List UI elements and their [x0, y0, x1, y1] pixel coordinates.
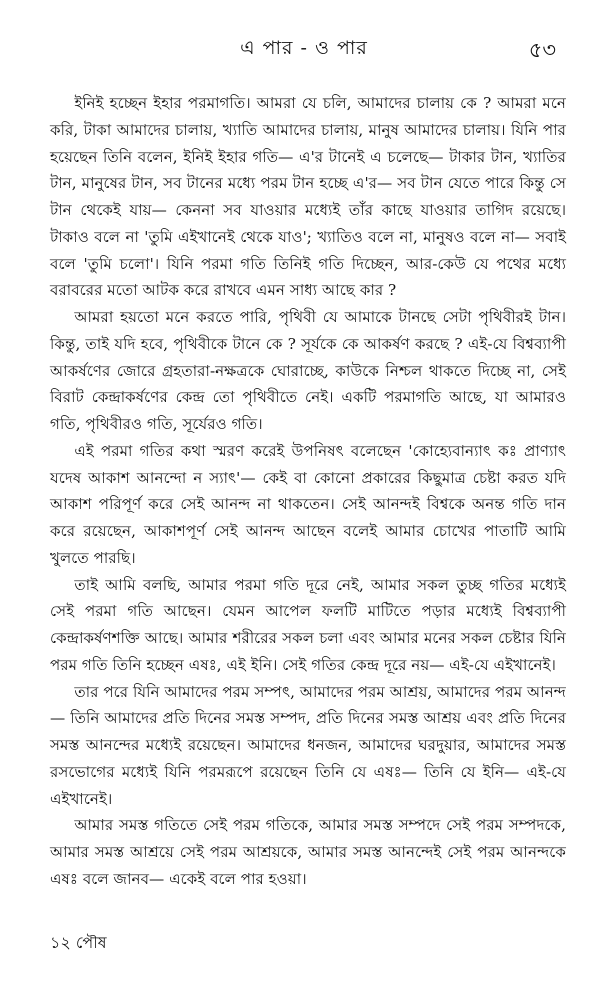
page-number: ৫৩ [528, 38, 556, 62]
body-text [50, 90, 566, 893]
page-header [52, 34, 556, 62]
paragraph-1: ইনিই হচ্ছেন ইহার পরমাগতি। আমরা যে চলি, আমাদের চালায় কে ? আমরা মনে করি, টাকা আমাদের চালায়, খ্যাতি আমাদের চালায়, মানুষ আমাদের চালায়। যিনি পার হয়েছেন তিনি বলেন, ইনিই ইহার গতি— এ'র টানেই এ চলেছে— টাকার টান, খ্যাতির টান, মানুষের টান, সব টানের মধ্যে পরম টান হচ্ছে এ'র— সব টান যেতে পারে কিন্তু সে টান থেকেই যায়— কেননা সব যাওয়ার মধ্যেই তাঁর কাছে যাওয়ার তাগিদ রয়েছে। টাকাও বলে না 'তুমি এইখানেই থেকে যাও'; খ্যাতিও বলে না, মানুষও বলে না— সবাই বলে 'তুমি চলো'। যিনি পরমা গতি তিনিই গতি দিচ্ছেন, আর-কেউ যে পথের মধ্যে বরাবরের মতো আটক করে রাখবে এমন সাধ্য আছে কার ? [50, 94, 566, 300]
paragraph-6: আমার সমস্ত গতিতে সেই পরম গতিকে, আমার সমস্ত সম্পদে সেই পরম সম্পদকে, আমার সমস্ত আশ্রয়ে সেই পরম আশ্রয়কে, আমার সমস্ত আনন্দেই সেই পরম আনন্দকে এষঃ বলে জানব— একেই বলে পার হওয়া। [50, 816, 566, 888]
paragraph-4: তাই আমি বলছি, আমার পরমা গতি দূরে নেই, আমার সকল তুচ্ছ গতির মধ্যেই সেই পরমা গতি আছেন। যেমন আপেল ফলটি মাটিতে পড়ার মধ্যেই বিশ্বব্যাপী কেন্দ্রাকর্ষণশক্তি আছে। আমার শরীরের সকল চলা এবং আমার মনের সকল চেষ্টার যিনি পরম গতি তিনি হচ্ছেন এষঃ, এই ইনি। সেই গতির কেন্দ্র দূরে নয়— এই-যে এইখানেই। [50, 575, 566, 674]
paragraph-3: এই পরমা গতির কথা স্মরণ করেই উপনিষৎ বলেছেন 'কোহ্যেবান্যাৎ কঃ প্রাণ্যাৎ যদেষ আকাশ আনন্দো ন স্যাৎ'— কেই বা কোনো প্রকারের কিছুমাত্র চেষ্টা করত যদি আকাশ পরিপূর্ণ করে সেই আনন্দ না থাকতেন। সেই আনন্দই বিশ্বকে অনন্ত গতি দান করে রয়েছেন, আকাশপূর্ণ সেই আনন্দ আছেন বলেই আমার চোখের পাতাটি আমি খুলতে পারছি। [50, 441, 566, 567]
paragraph-2: আমরা হয়তো মনে করতে পারি, পৃথিবী যে আমাকে টানছে সেটা পৃথিবীরই টান। কিন্তু, তাই যদি হবে, পৃথিবীকে টানে কে ? সূর্যকে কে আকর্ষণ করছে ? এই-যে বিশ্বব্যাপী আকর্ষণের জোরে গ্রহতারা-নক্ষত্রকে ঘোরাচ্ছে, কাউকে নিশ্চল থাকতে দিচ্ছে না, সেই বিরাট কেন্দ্রাকর্ষণের কেন্দ্র তো পৃথিবীতে নেই। একটি পরমাগতি আছে, যা আমারও গতি, পৃথিবীরও গতি, সূর্যেরও গতি। [50, 308, 566, 433]
paragraph-5: তার পরে যিনি আমাদের পরম সম্পৎ, আমাদের পরম আশ্রয়, আমাদের পরম আনন্দ— তিনি আমাদের প্রতি দিনের সমস্ত সম্পদ, প্রতি দিনের সমস্ত আশ্রয় এবং প্রতি দিনের সমস্ত আনন্দের মধ্যেই রয়েছেন। আমাদের ধনজন, আমাদের ঘরদুয়ার, আমাদের সমস্ত রসভোগের মধ্যেই যিনি পরমরূপে রয়েছেন তিনি যে এষঃ— তিনি যে ইনি— এই-যে এইখানেই। [50, 682, 566, 808]
running-title: এ পার - ও পার [240, 37, 368, 59]
footer-date: ১২ পৌষ [50, 933, 107, 952]
